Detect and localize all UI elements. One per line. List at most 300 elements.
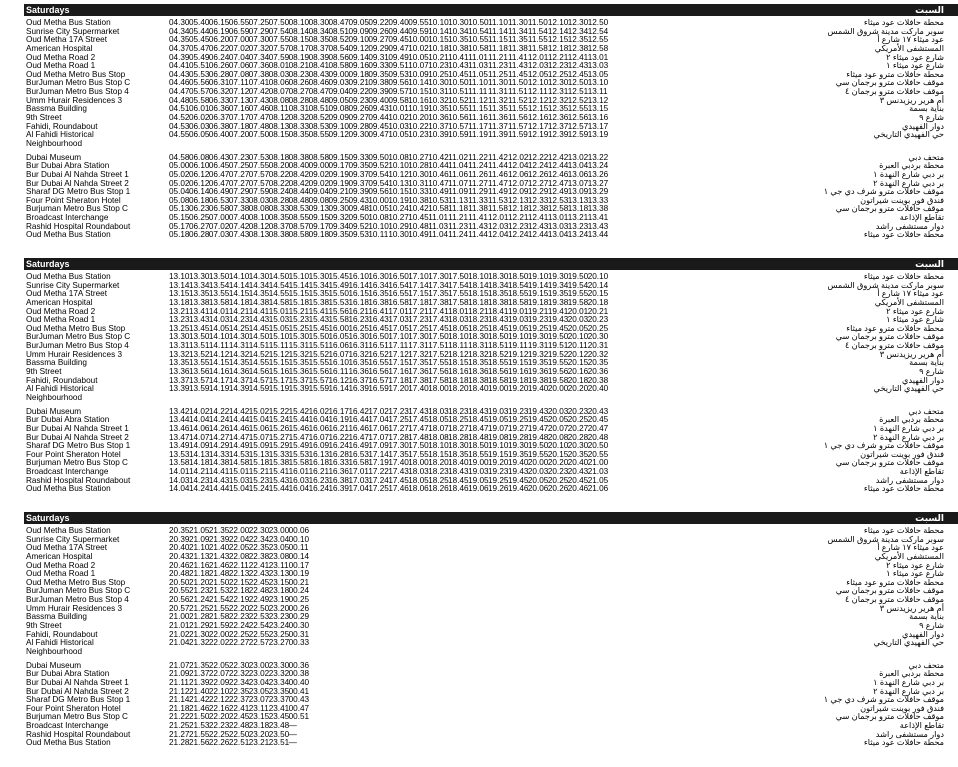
- time-cell: 12.21: [507, 213, 529, 223]
- time-cell: 22.49: [248, 595, 270, 605]
- time-cell: 11.55: [507, 104, 528, 114]
- time-cell: 18.03: [448, 315, 469, 325]
- time-cell: 17.11: [388, 341, 409, 351]
- time-cell: 09.32: [328, 213, 349, 223]
- time-cell: 12.50: [567, 78, 589, 88]
- time-cell: 13.30: [188, 272, 210, 281]
- time-cell: 12.59: [567, 130, 589, 140]
- time-cell: 09.21: [348, 78, 369, 88]
- time-cell: 11.12: [468, 95, 488, 105]
- time-cell: 08.10: [248, 213, 270, 223]
- time-cell: 22.05: [208, 660, 230, 670]
- stop-name: Fahidi, Roundabout: [26, 629, 98, 639]
- time-cell: 08.37: [308, 43, 330, 53]
- time-cell: 19.43: [507, 467, 529, 477]
- time-cell: 14.27: [208, 432, 230, 442]
- time-cell: 19.11: [507, 341, 528, 351]
- time-cell: 12.18: [507, 204, 529, 214]
- time-cell: 21.24: [188, 595, 210, 605]
- time-cell: 18.10: [468, 272, 489, 281]
- time-cell: 17.25: [368, 484, 389, 494]
- time-cell: 11.57: [507, 121, 528, 131]
- time-cell: 18.58: [507, 297, 529, 307]
- time-cell: 09.39: [348, 187, 369, 197]
- stop-name-arabic: تقاطع الإذاعة: [899, 721, 944, 731]
- time-cell: 14.36: [228, 367, 250, 377]
- time-cell: 16.09: [308, 441, 330, 451]
- time-cell: 16.10: [348, 272, 369, 281]
- time-cell: 22.34: [228, 677, 250, 687]
- time-cell: 15.21: [248, 467, 270, 477]
- time-cell: 19.16: [507, 367, 529, 377]
- time-cell: 15.38: [268, 458, 290, 468]
- time-cell: 10.49: [428, 187, 449, 197]
- time-cell: 07.00: [228, 35, 250, 45]
- time-cell: 06.20: [208, 35, 230, 45]
- time-cell: 19.15: [527, 289, 549, 299]
- stop-name: Al Fahidi Historical: [26, 384, 94, 394]
- time-cell: 10.43: [448, 61, 469, 71]
- time-cell: 12.22: [527, 152, 549, 162]
- time-cell: 17.05: [388, 323, 409, 333]
- time-cell: 15.46: [288, 423, 310, 433]
- time-cell: 23.07: [248, 695, 270, 705]
- time-cell: 17.55: [408, 449, 429, 459]
- time-cell: 20.36: [587, 367, 609, 377]
- stop-name: Bur Dubai Al Nahda Street 1: [26, 677, 129, 687]
- time-cell: 23.48: [268, 721, 290, 731]
- time-cell: 10.35: [448, 35, 469, 45]
- time-cell: 15.01: [228, 467, 250, 477]
- time-cell: 15.02: [248, 406, 270, 416]
- time-cell: 16.25: [348, 323, 369, 333]
- time-cell: 20.26: [547, 484, 569, 494]
- stop-name: Oud Metha Metro Bus Stop: [26, 577, 126, 587]
- time-cell: 13.30: [169, 332, 190, 342]
- time-cell: 18.11: [448, 341, 469, 351]
- time-cell: 08.42: [288, 169, 310, 179]
- time-cell: 10.01: [388, 104, 409, 114]
- time-cell: 17.10: [388, 332, 409, 342]
- time-cell: 16.00: [328, 323, 349, 333]
- time-cell: 08.06: [268, 78, 290, 88]
- time-cell: 05.56: [188, 78, 210, 88]
- time-cell: 06.10: [188, 161, 210, 171]
- time-cell: 17.31: [408, 341, 429, 351]
- stop-name-arabic: متحف دبي: [908, 660, 944, 670]
- stop-name-arabic: بناية بسمة: [909, 612, 944, 622]
- time-cell: 15.29: [268, 441, 290, 451]
- time-cell: 10.42: [408, 204, 429, 214]
- table-row: [24, 713, 958, 722]
- time-cell: 11.50: [507, 78, 528, 88]
- time-cell: 11.59: [507, 130, 528, 140]
- time-cell: 10.05: [408, 52, 429, 62]
- time-cell: 10.30: [408, 169, 429, 179]
- time-cell: 15.17: [268, 375, 290, 385]
- time-cell: 11.18: [488, 43, 508, 53]
- time-cell: 23.18: [268, 586, 290, 596]
- time-cell: 14.38: [208, 458, 230, 468]
- time-cell: 17.04: [368, 415, 389, 425]
- time-cell: 12.43: [527, 221, 549, 231]
- time-cell: 17.30: [428, 272, 449, 281]
- time-cell: 16.53: [348, 449, 369, 459]
- time-cell: 11.23: [488, 61, 508, 71]
- time-cell: 07.55: [248, 161, 270, 171]
- time-cell: 12.15: [527, 104, 549, 114]
- time-cell: 22.37: [228, 695, 250, 705]
- stop-name: Oud Metha 17A Street: [26, 35, 108, 45]
- time-cell: 10.19: [388, 195, 409, 205]
- stop-name: Broadcast Interchange: [26, 721, 109, 731]
- time-cell: 23.02: [248, 669, 270, 679]
- time-cell: 23.05: [268, 543, 290, 553]
- time-cell: 11.43: [468, 221, 488, 231]
- time-cell: 08.42: [288, 178, 310, 188]
- time-cell: 22.09: [208, 677, 230, 687]
- time-cell: 12.17: [527, 121, 549, 131]
- time-cell: 19.58: [567, 297, 589, 307]
- time-cell: 07.41: [248, 78, 270, 88]
- time-cell: 17.25: [408, 323, 429, 333]
- time-cell: 17.01: [348, 467, 369, 477]
- time-cell: 15.24: [268, 415, 290, 425]
- time-cell: 11.02: [448, 152, 469, 162]
- time-cell: 07.27: [228, 178, 250, 188]
- time-cell: 08.47: [308, 87, 330, 97]
- stop-name: Oud Metha Road 1: [26, 569, 96, 579]
- time-cell: 08.56: [328, 52, 349, 62]
- time-cell: 10.30: [428, 78, 449, 88]
- time-cell: 11.45: [507, 69, 528, 79]
- stop-name: Fahidi, Roundabout: [26, 375, 98, 385]
- time-cell: 22.43: [248, 569, 270, 579]
- stop-name-arabic: حي الفهيدي التاريخي: [873, 638, 944, 648]
- time-cell: 16.52: [368, 349, 389, 359]
- time-cell: 23.23: [268, 612, 290, 622]
- time-cell: 18.26: [428, 484, 449, 494]
- time-cell: 15.07: [248, 432, 270, 442]
- time-cell: 15.10: [288, 272, 310, 281]
- time-cell: 12.03: [488, 221, 509, 231]
- time-cell: 06.25: [188, 213, 210, 223]
- time-cell: 22.00: [208, 629, 230, 639]
- time-cell: 17.54: [448, 280, 469, 290]
- stop-name: Dubai Museum: [26, 406, 82, 416]
- time-cell: 15.45: [308, 323, 330, 333]
- time-cell: 22.51: [228, 738, 250, 748]
- time-cell: 06.40: [208, 130, 230, 140]
- stop-name-arabic: محطة بردبي العبرة: [879, 161, 944, 171]
- time-cell: 09.54: [368, 169, 389, 179]
- stop-name-arabic: أم هرير ريزيدنس ٣: [879, 349, 944, 359]
- time-cell: 16.46: [348, 423, 369, 433]
- time-cell: 09.45: [368, 121, 389, 131]
- time-cell: 11.51: [507, 87, 528, 97]
- time-cell: 11.43: [507, 61, 528, 71]
- time-cell: 18.23: [428, 467, 449, 477]
- time-cell: 10.25: [428, 69, 449, 79]
- time-cell: 13.21: [169, 306, 190, 316]
- time-cell: 18.47: [468, 423, 489, 433]
- time-cell: 21.06: [587, 484, 609, 494]
- time-cell: 20.05: [547, 415, 569, 425]
- time-cell: 19.20: [488, 458, 509, 468]
- time-cell: 13.09: [567, 187, 589, 197]
- time-cell: 12.04: [507, 161, 529, 171]
- time-cell: 20.18: [567, 375, 589, 385]
- time-cell: 15.16: [268, 367, 290, 377]
- table-row: [24, 622, 958, 631]
- time-cell: 12.44: [527, 230, 549, 240]
- stop-name: BurJuman Metro Bus Stop C: [26, 78, 131, 88]
- time-cell: 20.55: [587, 449, 609, 459]
- time-cell: 13.05: [587, 69, 609, 79]
- time-cell: 13.43: [587, 221, 609, 231]
- time-cell: 20.12: [567, 349, 589, 359]
- time-cell: 07.33: [228, 195, 250, 205]
- time-cell: 21.37: [188, 669, 210, 679]
- stop-name-arabic: شارع عود ميثاء ٢: [886, 560, 944, 570]
- time-cell: 22.16: [208, 703, 230, 713]
- time-cell: 09.47: [368, 130, 389, 140]
- time-cell: 13.17: [587, 121, 609, 131]
- time-cell: 12.23: [547, 61, 569, 71]
- time-cell: 07.42: [228, 221, 250, 231]
- time-cell: 12.09: [507, 187, 529, 197]
- time-cell: 11.52: [507, 95, 528, 105]
- time-cell: 18.35: [488, 289, 509, 299]
- time-cell: 18.32: [468, 349, 489, 359]
- time-cell: 08.28: [288, 95, 310, 105]
- time-cell: 15.43: [308, 315, 330, 325]
- time-cell: 12.36: [547, 113, 569, 123]
- time-cell: 13.24: [567, 230, 589, 240]
- time-cell: 13.15: [587, 104, 609, 114]
- time-cell: 14.45: [248, 323, 270, 333]
- time-cell: 08.52: [328, 35, 349, 45]
- time-cell: 18.43: [468, 406, 489, 416]
- time-cell: 22.25: [208, 729, 230, 739]
- time-cell: 09.13: [308, 204, 330, 214]
- time-cell: 10.09: [408, 69, 429, 79]
- time-cell: 10.33: [408, 187, 429, 197]
- time-cell: 17.47: [408, 423, 429, 433]
- time-cell: 10.55: [468, 35, 489, 45]
- time-cell: 00.24: [288, 586, 310, 596]
- stop-name-arabic: بر دبي شارع النهدة ٢: [873, 432, 944, 442]
- time-cell: 12.02: [507, 152, 529, 162]
- time-cell: 10.42: [428, 152, 449, 162]
- time-cell: 17.56: [428, 367, 449, 377]
- table-row: [24, 613, 958, 622]
- time-cell: 09.00: [328, 69, 349, 79]
- time-cell: 11.34: [507, 26, 528, 36]
- time-cell: 19.35: [507, 449, 529, 459]
- time-cell: 15.49: [288, 441, 310, 451]
- time-cell: 07.30: [248, 35, 270, 45]
- time-cell: 23.24: [268, 621, 290, 631]
- time-cell: 11.35: [507, 35, 528, 45]
- time-cell: 11.21: [448, 213, 469, 223]
- time-cell: 22.50: [228, 729, 250, 739]
- time-cell: 11.30: [488, 78, 508, 88]
- time-cell: 12.04: [488, 230, 509, 240]
- time-cell: 15.41: [268, 467, 290, 477]
- stop-name: BurJuman Metro Bus Stop 4: [26, 341, 129, 351]
- time-cell: 00.29: [288, 612, 310, 622]
- time-cell: 10.52: [448, 95, 469, 105]
- time-cell: 18.52: [488, 349, 509, 359]
- time-cell: 07.46: [248, 104, 270, 114]
- time-cell: 12.21: [547, 52, 569, 62]
- time-cell: 07.38: [248, 69, 270, 79]
- time-cell: 19.48: [527, 432, 549, 442]
- stop-name: Four Point Sheraton Hotel: [26, 195, 121, 205]
- time-cell: 09.12: [328, 130, 349, 140]
- time-cell: 17.36: [408, 367, 429, 377]
- time-cell: 18.43: [488, 315, 509, 325]
- time-cell: 17.40: [408, 384, 429, 394]
- time-cell: 06.45: [208, 161, 230, 171]
- time-cell: 17.24: [368, 475, 389, 485]
- time-cell: 13.18: [567, 204, 589, 214]
- time-cell: 11.44: [488, 161, 508, 171]
- time-cell: 00.10: [288, 534, 310, 544]
- time-cell: 15.58: [328, 315, 349, 325]
- time-cell: 07.42: [248, 87, 270, 97]
- stop-name: Sharaf DG Metro Bus Stop 1: [26, 187, 131, 197]
- time-cell: 23.20: [268, 603, 290, 613]
- time-cell: 09.38: [368, 78, 389, 88]
- time-cell: 14.13: [188, 449, 210, 459]
- time-cell: 14.55: [248, 358, 270, 368]
- time-cell: 16.43: [368, 315, 389, 325]
- time-cell: 23.11: [268, 560, 289, 570]
- time-cell: 10.12: [388, 169, 409, 179]
- time-cell: 16.39: [328, 484, 349, 494]
- time-cell: 13.47: [169, 432, 190, 442]
- time-cell: 21.25: [169, 721, 190, 731]
- time-cell: 13.55: [208, 289, 230, 299]
- time-cell: 10.20: [408, 113, 429, 123]
- time-cell: 21.28: [188, 612, 210, 622]
- time-cell: 15.45: [328, 272, 349, 281]
- time-cell: 09.40: [388, 18, 409, 27]
- stop-name-arabic: محطة حافلات مترو عود ميثاء: [846, 323, 944, 333]
- time-cell: 08.39: [308, 52, 330, 62]
- stop-name-arabic: بر دبي شارع النهدة ١: [873, 677, 944, 687]
- time-cell: 14.18: [228, 297, 250, 307]
- time-cell: 07.50: [248, 130, 270, 140]
- table-row: [24, 731, 958, 740]
- time-cell: 17.20: [388, 384, 409, 394]
- time-cell: 20.23: [547, 467, 569, 477]
- time-cell: 14.09: [188, 441, 210, 451]
- time-cell: 14.33: [208, 449, 230, 459]
- departure-times: [169, 385, 608, 394]
- time-cell: 17.50: [428, 332, 449, 342]
- time-cell: 15.41: [308, 306, 330, 316]
- time-cell: 17.18: [408, 297, 429, 307]
- time-cell: 23.34: [268, 677, 290, 687]
- time-cell: 10.08: [368, 213, 389, 223]
- time-cell: 12.15: [547, 35, 569, 45]
- time-cell: 16.28: [328, 449, 349, 459]
- time-cell: 14.35: [248, 289, 270, 299]
- time-cell: 14.01: [208, 306, 230, 316]
- stop-name-arabic: محطة بردبي العبرة: [879, 669, 944, 679]
- stop-name-arabic: موقف حافلات مترو برجمان سي: [835, 78, 944, 88]
- time-cell: 15.04: [228, 484, 250, 494]
- time-cell: 11.15: [488, 35, 508, 45]
- time-cell: 10.51: [448, 87, 469, 97]
- stop-name: Sharaf DG Metro Bus Stop 1: [26, 695, 131, 705]
- time-cell: 05.08: [169, 195, 190, 205]
- time-cell: 21.58: [208, 612, 230, 622]
- time-cell: 20.46: [169, 560, 190, 570]
- time-cell: 22.53: [248, 612, 270, 622]
- time-cell: 19.55: [527, 449, 549, 459]
- time-cell: 08.01: [268, 61, 290, 71]
- time-cell: 09.39: [368, 87, 389, 97]
- time-cell: 17.43: [428, 315, 449, 325]
- time-cell: 22.20: [208, 712, 230, 722]
- time-cell: 14.43: [248, 315, 270, 325]
- time-cell: 12.44: [547, 161, 569, 171]
- time-cell: 07.25: [228, 161, 250, 171]
- time-cell: 20.31: [587, 341, 609, 351]
- time-cell: 20.21: [587, 306, 609, 316]
- time-cell: 21.29: [188, 621, 210, 631]
- stop-name: Bassma Building: [26, 104, 87, 114]
- time-cell: 15.27: [268, 432, 290, 442]
- stop-name: Broadcast Interchange: [26, 467, 109, 477]
- time-cell: 22.32: [228, 669, 250, 679]
- stop-name: Rashid Hospital Roundabout: [26, 729, 131, 739]
- time-cell: 15.10: [268, 332, 290, 342]
- time-cell: 22.25: [228, 629, 250, 639]
- time-cell: 20.15: [547, 449, 569, 459]
- time-cell: 06.01: [188, 104, 210, 114]
- time-cell: 21.55: [208, 603, 230, 613]
- time-cell: 11.58: [527, 43, 548, 53]
- time-cell: 09.27: [368, 35, 389, 45]
- time-cell: 06.49: [208, 187, 230, 197]
- time-cell: 14.15: [228, 289, 250, 299]
- time-cell: —: [288, 721, 297, 731]
- time-cell: 17.23: [388, 406, 409, 416]
- departure-times: [169, 485, 608, 494]
- time-cell: 17.38: [428, 297, 449, 307]
- time-cell: 08.51: [328, 26, 349, 36]
- time-cell: 10.13: [388, 178, 409, 188]
- time-cell: 11.15: [468, 104, 488, 114]
- time-cell: 23.45: [268, 712, 290, 722]
- time-cell: 19.18: [507, 375, 529, 385]
- time-cell: 00.21: [288, 577, 310, 587]
- time-cell: 14.30: [248, 272, 270, 281]
- time-cell: 19.56: [547, 367, 569, 377]
- time-cell: 12.58: [547, 204, 569, 214]
- time-cell: 08.11: [268, 104, 289, 114]
- time-cell: 09.35: [348, 161, 369, 171]
- time-cell: 22.12: [208, 695, 230, 705]
- time-cell: 14.42: [228, 406, 250, 416]
- time-cell: 22.07: [208, 669, 230, 679]
- time-cell: 15.55: [308, 358, 330, 368]
